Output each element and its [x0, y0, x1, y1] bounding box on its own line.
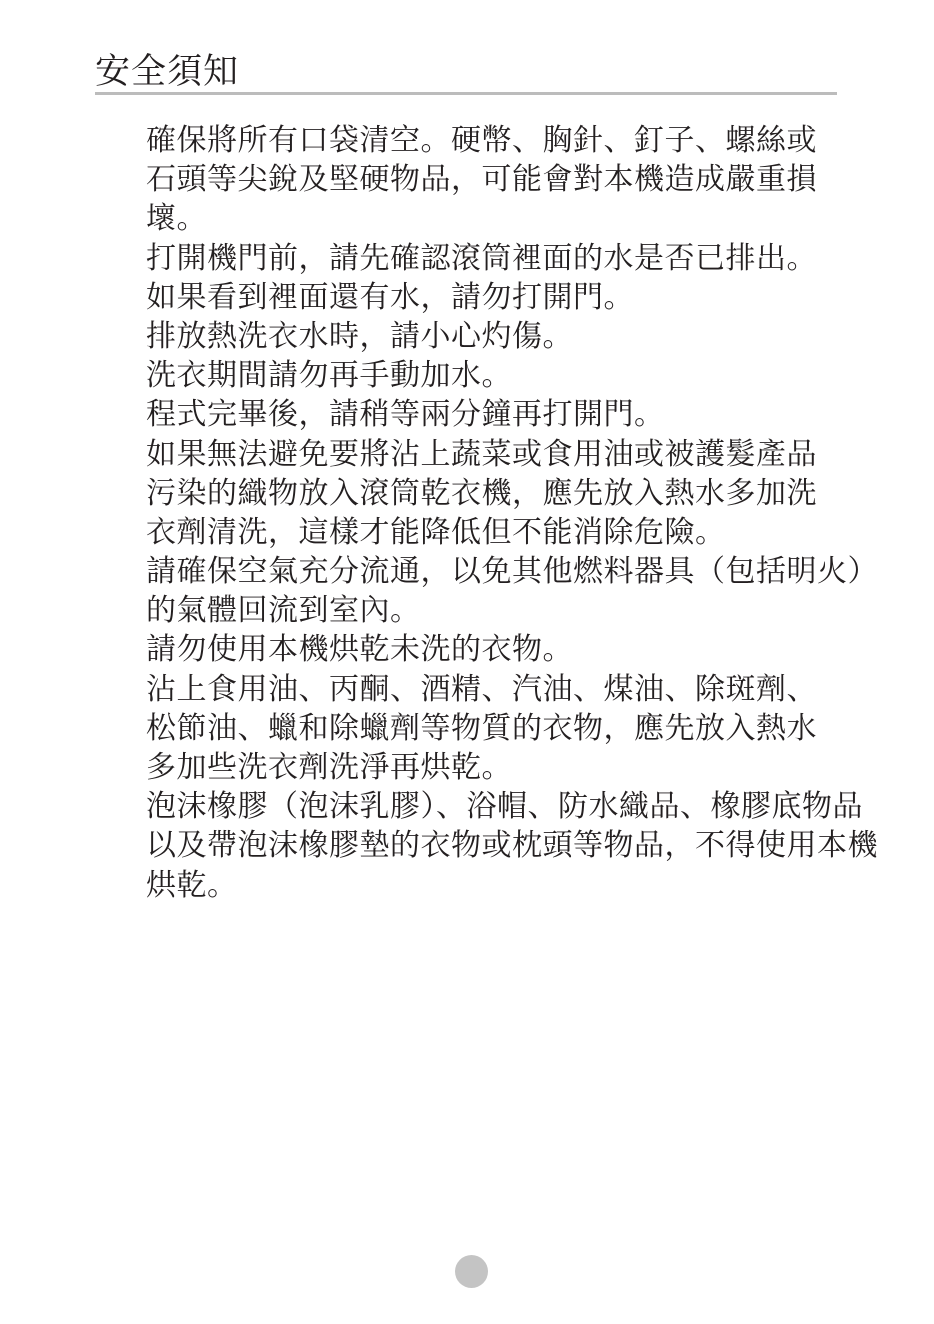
safety-notice-list [146, 121, 878, 905]
notice-line: 如果無法避免要將沾上蔬菜或食用油或被護髮產品 [146, 436, 817, 472]
notice-line: 洗衣期間請勿再手動加水。 [146, 358, 512, 394]
notice-line: 多加些洗衣劑洗淨再烘乾。 [146, 750, 512, 785]
notice-line: 烘乾。 [146, 867, 238, 903]
notice-line: 請確保空氣充分流通，以免其他燃料器具（包括明火） [146, 554, 878, 590]
page-number-dot [455, 1255, 488, 1288]
notice-line: 如果看到裡面還有水，請勿打開門。 [146, 279, 634, 315]
notice-line: 衣劑清洗，這樣才能降低但不能消除危險。 [146, 514, 726, 550]
notice-line: 的氣體回流到室內。 [146, 593, 421, 629]
notice-line: 沾上食用油、丙酮、酒精、汽油、煤油、除斑劑、 [146, 671, 817, 707]
notice-line: 泡沫橡膠（泡沫乳膠）、浴帽、防水織品、橡膠底物品 [146, 789, 863, 825]
notice-line: 壞。 [146, 201, 207, 237]
notice-line: 以及帶泡沫橡膠墊的衣物或枕頭等物品，不得使用本機 [146, 828, 878, 864]
notice-line: 污染的織物放入滾筒乾衣機，應先放入熱水多加洗 [146, 475, 817, 511]
notice-line: 松節油、蠟和除蠟劑等物質的衣物，應先放入熱水 [146, 710, 817, 746]
notice-line: 石頭等尖銳及堅硬物品，可能會對本機造成嚴重損 [146, 162, 817, 198]
notice-line: 排放熱洗衣水時，請小心灼傷。 [146, 318, 573, 354]
notice-line: 確保將所有口袋清空。硬幣、胸針、釘子、螺絲或 [146, 123, 817, 158]
notice-line: 打開機門前，請先確認滾筒裡面的水是否已排出。 [146, 240, 817, 276]
title-divider [95, 92, 837, 95]
page-title: 安全須知 [95, 52, 240, 92]
notice-line: 程式完畢後，請稍等兩分鐘再打開門。 [146, 397, 665, 433]
notice-line: 請勿使用本機烘乾未洗的衣物。 [146, 632, 573, 668]
